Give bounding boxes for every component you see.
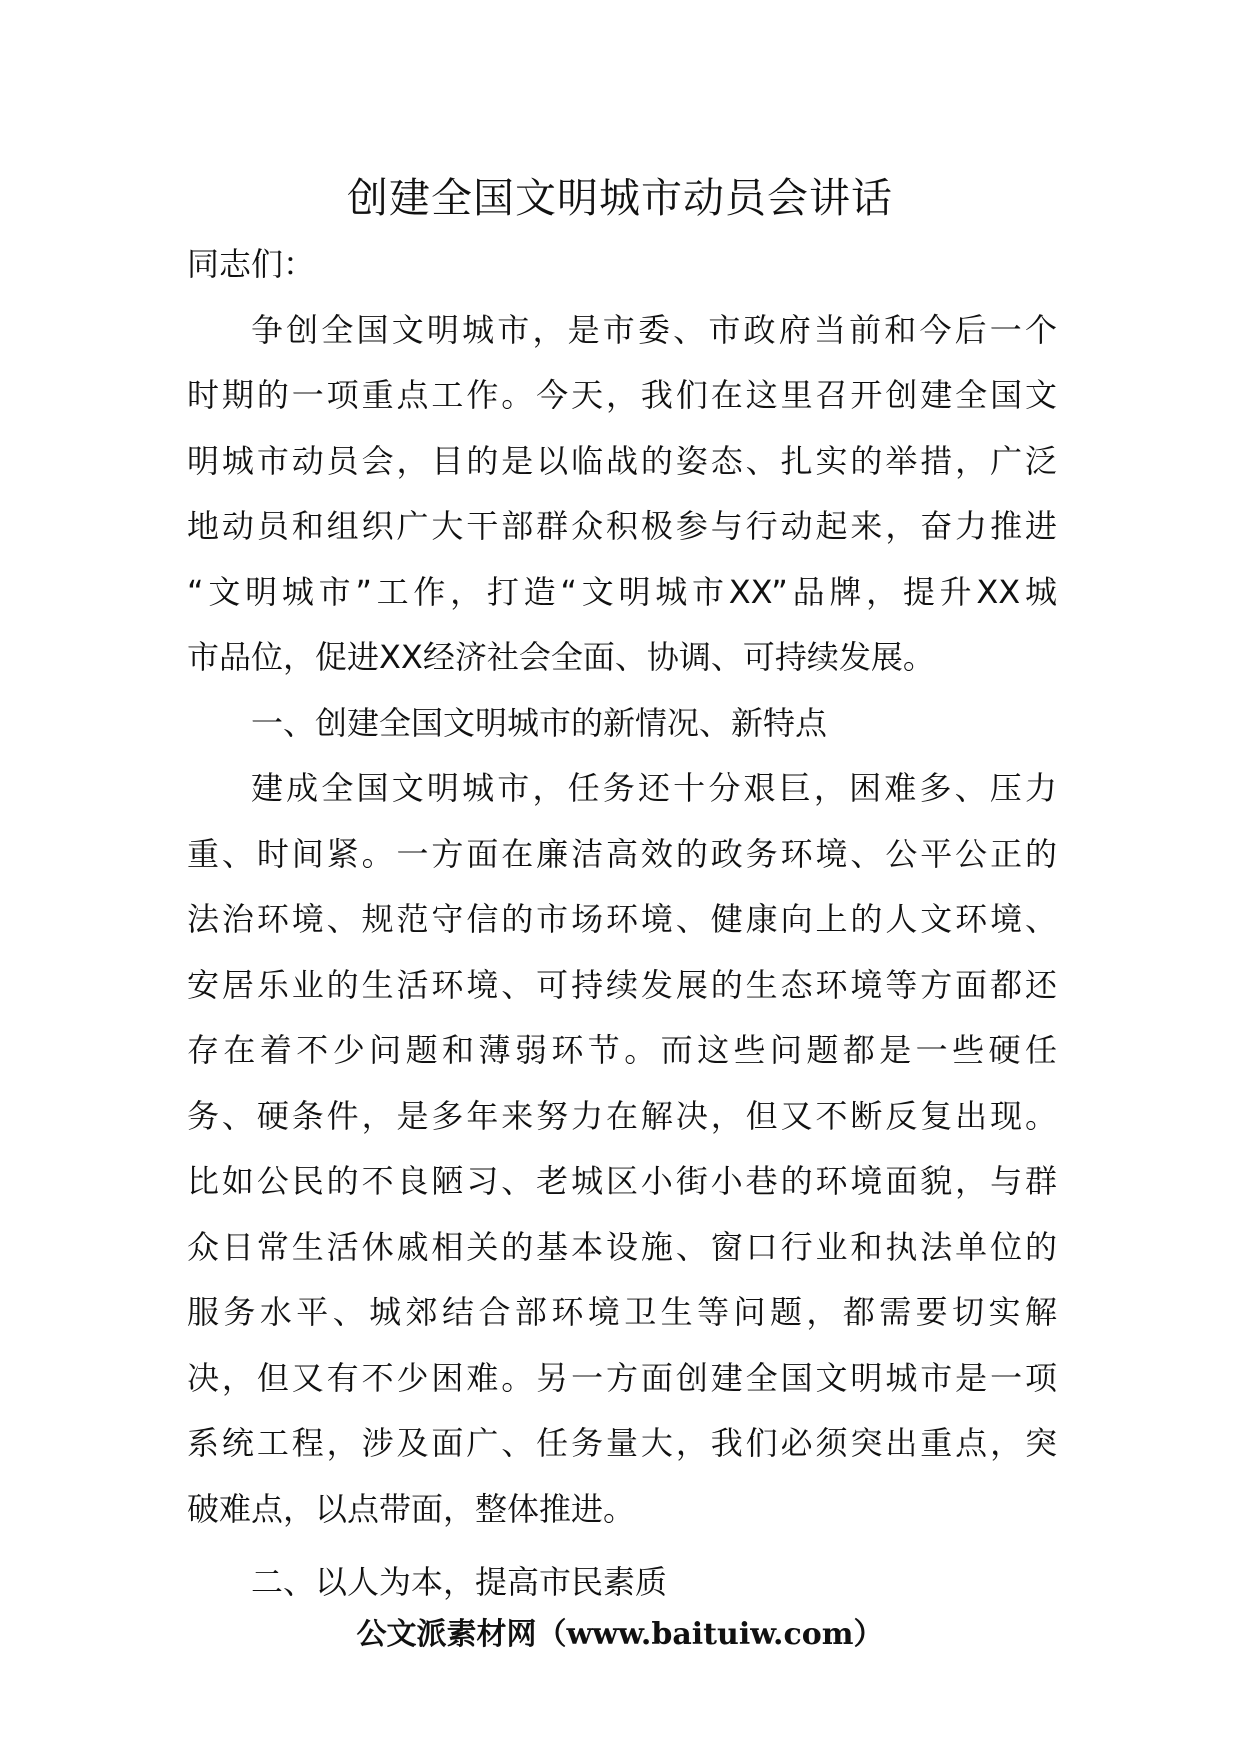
paragraph-line: 比如公民的不良陋习、老城区小街小巷的环境面貌，与群 — [187, 1162, 1057, 1200]
footer-watermark: 公文派素材网（www.baituiw.com） — [356, 1617, 884, 1652]
paragraph-line: 法治环境、规范守信的市场环境、健康向上的人文环境、 — [187, 900, 1057, 938]
greeting: 同志们： — [187, 245, 316, 283]
paragraph-line: 地动员和组织广大干部群众积极参与行动起来，奋力推进 — [187, 507, 1057, 545]
section-heading: 一、创建全国文明城市的新情况、新特点 — [251, 703, 828, 742]
paragraph-line: 建成全国文明城市，任务还十分艰巨，困难多、压力 — [251, 769, 1057, 807]
paragraph-line: 系统工程，涉及面广、任务量大，我们必须突出重点，突 — [187, 1424, 1057, 1462]
paragraph-line: 决，但又有不少困难。另一方面创建全国文明城市是一项 — [187, 1358, 1057, 1397]
document-body — [187, 232, 1057, 1616]
paragraph-line: 众日常生活休戚相关的基本设施、窗口行业和执法单位的 — [187, 1227, 1057, 1266]
paragraph-line: 安居乐业的生活环境、可持续发展的生态环境等方面都还 — [187, 965, 1057, 1004]
paragraph-line: 争创全国文明城市，是市委、市政府当前和今后一个 — [251, 310, 1057, 349]
paragraph-line: 务、硬条件，是多年来努力在解决，但又不断反复出现。 — [187, 1096, 1057, 1135]
paragraph-line: 重、时间紧。一方面在廉洁高效的政务环境、公平公正的 — [187, 834, 1057, 873]
paragraph-line: 市品位，促进XX经济社会全面、协调、可持续发展。 — [187, 638, 935, 676]
section-heading: 二、以人为本，提高市民素质 — [251, 1563, 668, 1601]
paragraph-line: 破难点，以点带面，整体推进。 — [187, 1489, 636, 1528]
paragraph-line: 时期的一项重点工作。今天，我们在这里召开创建全国文 — [187, 376, 1057, 414]
document-title: 创建全国文明城市动员会讲话 — [347, 174, 893, 222]
spacer — [187, 1542, 1057, 1550]
paragraph-line: 明城市动员会，目的是以临战的姿态、扎实的举措，广泛 — [187, 441, 1057, 480]
paragraph-line: “文明城市”工作，打造“文明城市XX”品牌，提升XX城 — [187, 572, 1057, 611]
paragraph-line: 服务水平、城郊结合部环境卫生等问题，都需要切实解 — [187, 1293, 1057, 1331]
paragraph-line: 存在着不少问题和薄弱环节。而这些问题都是一些硬任 — [187, 1031, 1057, 1069]
